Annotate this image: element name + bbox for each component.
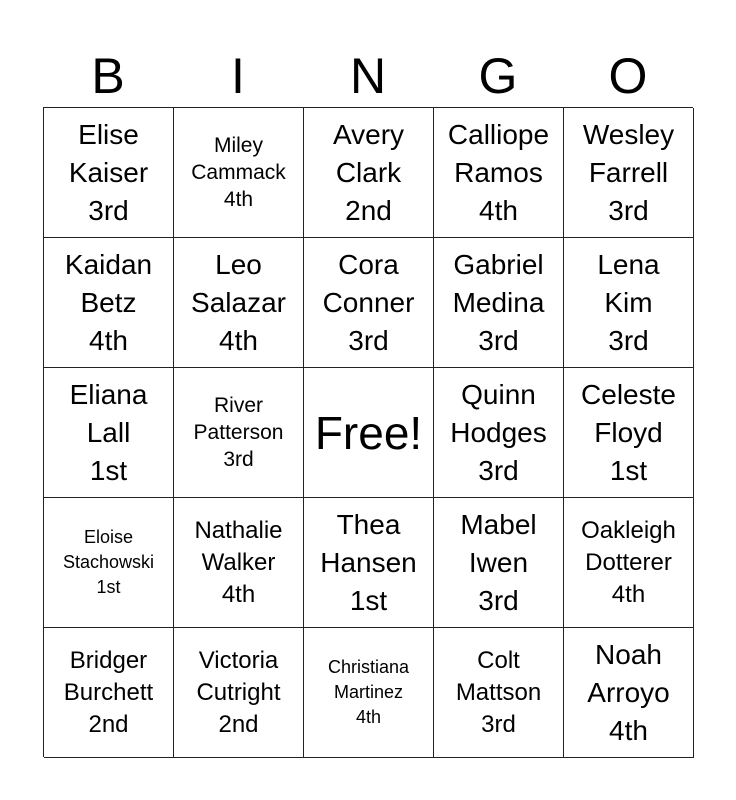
bingo-cell[interactable] (174, 238, 304, 368)
bingo-cell[interactable] (564, 498, 694, 628)
bingo-cell-label: Leo Salazar 4th (191, 248, 286, 356)
bingo-cell-label: Elise Kaiser 3rd (68, 118, 149, 226)
header-letter-o: O (608, 48, 648, 104)
bingo-cell-label: Oakleigh Dotterer 4th (581, 516, 676, 608)
free-space-label: Free! (314, 406, 423, 459)
bingo-grid (43, 107, 693, 757)
header-letter-g: G (478, 48, 518, 104)
bingo-cell-label: Cora Conner 3rd (322, 248, 415, 356)
bingo-cell[interactable] (564, 108, 694, 238)
bingo-cell-label: Miley Cammack 4th (191, 134, 286, 211)
bingo-cell-label: Colt Mattson 3rd (455, 646, 542, 738)
bingo-cell[interactable] (44, 108, 174, 238)
bingo-cell-label: Gabriel Medina 3rd (452, 248, 545, 356)
bingo-cell-label: Eloise Stachowski 1st (62, 527, 155, 597)
header-letter-n: N (349, 48, 387, 104)
bingo-cell-label: Nathalie Walker 4th (194, 516, 283, 608)
bingo-cell[interactable] (44, 628, 174, 758)
bingo-cell-label: Christiana Martinez 4th (327, 657, 410, 727)
bingo-cell-label: Bridger Burchett 2nd (63, 646, 154, 738)
bingo-cell-label: River Patterson 3rd (193, 394, 284, 471)
bingo-cell[interactable] (434, 238, 564, 368)
bingo-cell[interactable] (434, 498, 564, 628)
bingo-cell[interactable] (564, 628, 694, 758)
bingo-cell[interactable] (564, 368, 694, 498)
header-letter-i: I (231, 48, 245, 104)
bingo-cell[interactable] (434, 628, 564, 758)
bingo-cell-label: Kaidan Betz 4th (64, 248, 153, 356)
bingo-cell-label: Quinn Hodges 3rd (450, 378, 547, 486)
bingo-cell-label: Victoria Cutright 2nd (196, 646, 281, 738)
bingo-cell-label: Eliana Lall 1st (69, 378, 148, 486)
bingo-cell[interactable] (434, 368, 564, 498)
bingo-cell[interactable] (304, 628, 434, 758)
bingo-cell[interactable] (304, 238, 434, 368)
bingo-cell-label: Wesley Farrell 3rd (582, 118, 675, 226)
bingo-header (43, 46, 693, 106)
bingo-cell[interactable] (304, 498, 434, 628)
bingo-cell[interactable] (174, 498, 304, 628)
bingo-cell[interactable] (174, 108, 304, 238)
bingo-cell[interactable] (44, 368, 174, 498)
bingo-cell[interactable] (174, 628, 304, 758)
bingo-cell-free[interactable] (304, 368, 434, 498)
bingo-cell-label: Noah Arroyo 4th (587, 638, 670, 746)
bingo-cell[interactable] (174, 368, 304, 498)
bingo-cell-label: Celeste Floyd 1st (581, 378, 676, 486)
bingo-cell[interactable] (304, 108, 434, 238)
header-letter-b: B (91, 48, 125, 104)
bingo-cell-label: Mabel Iwen 3rd (460, 508, 537, 616)
bingo-cell[interactable] (44, 238, 174, 368)
bingo-cell-label: Calliope Ramos 4th (447, 118, 550, 226)
bingo-cell[interactable] (564, 238, 694, 368)
bingo-cell-label: Lena Kim 3rd (597, 248, 660, 356)
bingo-cell[interactable] (44, 498, 174, 628)
bingo-cell[interactable] (434, 108, 564, 238)
bingo-cell-label: Thea Hansen 1st (320, 508, 417, 616)
bingo-cell-label: Avery Clark 2nd (332, 118, 405, 226)
